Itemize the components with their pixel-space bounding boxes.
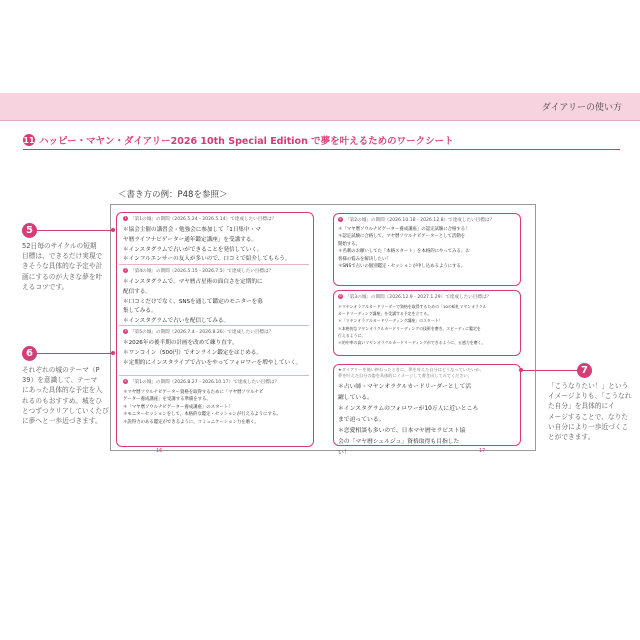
note-badge-7: 7 [577, 363, 592, 378]
connector-line [37, 353, 113, 354]
goal-handwriting: ＊インスタグラムで、マヤ暦占星術の面白さを定期的に 配信する。 ＊口コミだけでなく、SNSを通して鑑定のモニターを募 集してみる。 ＊インスタグラムで占いを配信してみる。 [123, 279, 263, 325]
goal-block-1 [123, 216, 290, 265]
goal-handwriting: ＊「マヤ暦ソウルナビゲーター養成講座」の認定試験に合格する！ ＊認定試験に合格して、マヤ暦ソウルナビゲーターとして活動を 開始する。 ＊名刺のお願いしてた「本格スタート」を本格的にやってみる。お 客様の悩みを解決したい！ ＊SNSで占いの個別鑑定・セッションが申し込めるようにする。 [338, 227, 470, 270]
connector-line [37, 230, 113, 231]
note-text-7: 「こうなりたい！」という イメージよりも、「こうなれ た自分」を具体的にイ メージすることで、なりた い自分により一歩近づくこ とができます。 [548, 382, 632, 442]
period-line: 6 「第3の城」の期間（2026.12.9 - 2027.1.29）で達成したい目標は？ [339, 294, 492, 300]
separator [119, 264, 309, 265]
note-badge-6: 6 [22, 346, 37, 361]
goal-handwriting: ＊マヤンオラクルカードリーダーで資格を取得するための「10の絵札マヤンオラクル カードリーディング講座」を受講する予定を立てる。 ＊「マヤンオラクルカードリーディング講座」のスタート！ ＊本格的なマヤンオラクルカードリーディングの技術を磨き、スピーディに鑑定を 行えるように。 ＊的中率の高いマヤンオラクルカードリーディングができるように、五感力を磨く。 [338, 304, 487, 346]
period-line: 1 「第1の城」の期間（2026.5.24 - 2026.5.14）で達成したい目標は？ [124, 216, 277, 222]
period-line: 2 「第4の城」の期間（2026.5.15 - 2026.7.5）で達成したい目標は？ [124, 268, 274, 274]
connector-dot [111, 351, 115, 355]
note-text-6: それぞれの城のテーマ（P 39）を意識して、テーマ にあった具体的な予定を入 れるのもおすすめ。城をひ とつずつクリアしていくたび に夢へと一歩近づきます。 [22, 366, 109, 426]
goal-block-2 [123, 268, 273, 327]
period-line: 5 「第2の城」の期間（2026.10.18 - 2026.12.8）で達成したい目標は？ [339, 217, 495, 223]
period-line: 3 「第5の城」の期間（2026.7.4 - 2026.8.26）で達成したい目標は？ [124, 329, 274, 335]
worksheet-heading [23, 133, 454, 147]
heading-text: ハッピー・マヤン・ダイアリー2026 10th Special Edition で夢を叶えるためのワークシート [39, 136, 454, 147]
note-text-5: 52日毎のサイクルの短期 目標は、できるだけ実現で きそうな具体的な予定や計 画にするのが大きな夢を叶 えるコツです。 [22, 242, 103, 291]
heading-rule [23, 149, 620, 150]
goal-handwriting: ＊協会主催の講習会・勉強会に参加して「1日集中・マ ヤ暦ライフナビゲーター通年鑑定講座」を受講する。 ＊インスタグラムで占いができることを発信していく。 ＊インフルエンサーの友人が多いので、口コミで紹介してもらう。 [123, 227, 291, 263]
header-divider [0, 120, 640, 121]
goal-block-5 [338, 217, 494, 270]
note-badge-5: 5 [22, 223, 37, 238]
connector-dot [111, 228, 115, 232]
goal-block-4 [123, 379, 281, 426]
page-number-left: 16 [156, 448, 163, 454]
example-label: ＜書き方の例：P48を参照＞ [118, 190, 228, 200]
goal-handwriting: ＊2026年の後半期の計画を改めて練り直す。 ＊ワンコイン（500円）でオンライン鑑定をはじめる。 ＊定期的にインスタライブで占いをやってフォロワーを増やしていく。 [123, 340, 302, 366]
dream-vision-block [338, 367, 484, 459]
goal-block-3 [123, 329, 301, 368]
period-line: 4 「第1の城」の期間（2026.8.27 - 2026.10.17）で達成したい目標は？ [124, 379, 280, 385]
separator [119, 375, 309, 376]
section-title: ダイアリーの使い方 [541, 103, 622, 113]
page-number-right: 17 [479, 448, 486, 454]
separator [119, 325, 309, 326]
connector-line [521, 370, 577, 371]
goal-block-6 [338, 294, 491, 346]
goal-handwriting: ＊マヤ暦ソウルナビゲーター資格を取得するために「マヤ暦ソウルナビ ゲーター養成講座」を受講する準備をする。 ＊「マヤ暦ソウルナビゲーター養成講座」のスタート！ ＊モニターセッションをして、本格的な鑑定・セッションが行えるようにする。 ＊説得力のある鑑定ができるように、コミュニケーション力を磨く。 [123, 390, 281, 425]
heading-number-badge: 11 [23, 135, 35, 145]
vision-instructions: ★ダイアリーを使い終わったときに、夢を叶えた自分はどうなっていたいか、 夢を叶えた自分の姿を具体的にイメージして書き出してみてください。 [338, 367, 484, 378]
vision-handwriting: ＊占い師・マヤンオラクルカードリーダーとして活 躍している。 ＊インスタグラムのフォロワーが10万人に近いところ まで迫っている。 ＊恋愛相談も多いので、日本マヤ暦セラピスト協 会の「マヤ暦シェルジュ」資格取得も目指した い！ [338, 384, 479, 456]
